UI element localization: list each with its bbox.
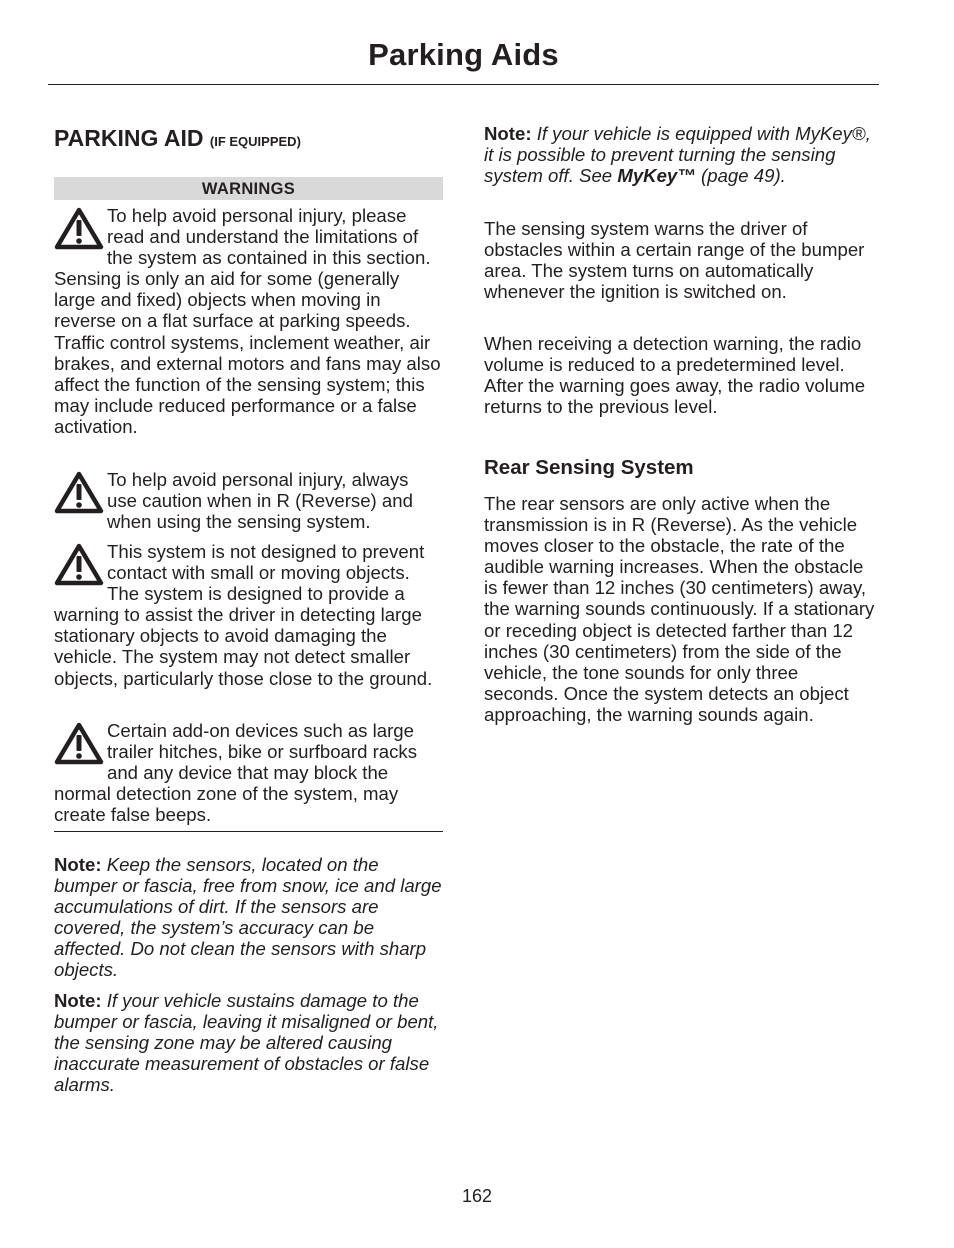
paragraph-sensing-system: The sensing system warns the driver of obstacles within a certain range of the bumper area. The system turns on automatically whenever the ignition is switched on. xyxy=(484,218,865,303)
warning-4-text: Certain add-on devices such as large trailer hitches, bike or surfboard racks and any device that may block the normal detection zone of the system, may create false beeps. xyxy=(54,720,418,826)
warning-triangle-icon xyxy=(54,720,104,766)
warning-3 xyxy=(54,541,443,689)
warning-triangle-icon xyxy=(54,205,104,251)
note-sensors xyxy=(54,854,443,981)
note-mykey-text: If your vehicle is equipped with MyKey®, it is possible to prevent turning the sensing system off. See xyxy=(484,123,871,187)
warnings-heading: WARNINGS xyxy=(54,177,443,200)
section-title-text: PARKING AID xyxy=(54,125,204,151)
rear-sensing-heading: Rear Sensing System xyxy=(484,456,694,479)
warning-triangle-icon xyxy=(54,469,104,515)
warning-1 xyxy=(54,205,443,437)
note-mykey xyxy=(484,123,876,186)
note-damage-text: If your vehicle sustains damage to the bumper or fascia, leaving it misaligned or bent, the sensing zone may be altered causing inaccurate measurement of obstacles or false alarms. xyxy=(54,990,439,1096)
mykey-reference-link[interactable]: MyKey™ xyxy=(617,165,696,187)
warning-2 xyxy=(54,469,443,532)
page-title: Parking Aids xyxy=(368,37,559,72)
section-qualifier: (IF EQUIPPED) xyxy=(209,134,301,149)
note-label: Note: xyxy=(484,123,532,144)
section-title xyxy=(54,124,301,156)
page-header xyxy=(48,34,879,85)
warnings-end-divider xyxy=(54,831,443,832)
note-label: Note: xyxy=(54,854,102,875)
note-label: Note: xyxy=(54,990,102,1011)
warning-3-text: This system is not designed to prevent contact with small or moving objects. The system is designed to provide a warning to assist the driver in detecting large stationary objects to avoid damaging the vehicle. The system may not detect smaller objects, particularly those close to the ground. xyxy=(54,541,433,689)
warning-triangle-icon xyxy=(54,541,104,587)
warning-4 xyxy=(54,720,443,825)
paragraph-rear-sensors: The rear sensors are only active when the transmission is in R (Reverse). As the vehicle moves closer to the obstacle, the rate of the audible warning increases. When the obstacle is fewer than 12 inches (30 centimeters) away, the warning sounds continuously. If a stationary or receding object is detected farther than 12 inches (30 centimeters) from the side of the vehicle, the tone sounds for only three seconds. Once the system detects an object approaching, the warning sounds again. xyxy=(484,493,875,725)
page-number: 162 xyxy=(461,1186,493,1206)
note-damage xyxy=(54,990,443,1095)
warning-1-text: To help avoid personal injury, please read and understand the limitations of the system as contained in this section. Sensing is only an aid for some (generally large and fixed) objects when moving in reverse on a flat surface at parking speeds. Traffic control systems, inclement weather, air brakes, and external motors and fans may also affect the function of the sensing system; this may include reduced performance or a false activation. xyxy=(54,205,441,437)
mykey-page-ref: (page 49). xyxy=(701,165,786,187)
note-sensors-text: Keep the sensors, located on the bumper or fascia, free from snow, ice and large accumulations of dirt. If the sensors are covered, the system’s accuracy can be affected. Do not clean the sensors with sharp objects. xyxy=(54,854,442,981)
paragraph-radio-volume: When receiving a detection warning, the radio volume is reduced to a predetermined level. After the warning goes away, the radio volume returns to the previous level. xyxy=(484,333,866,418)
warning-2-text: To help avoid personal injury, always use caution when in R (Reverse) and when using the sensing system. xyxy=(107,469,413,533)
